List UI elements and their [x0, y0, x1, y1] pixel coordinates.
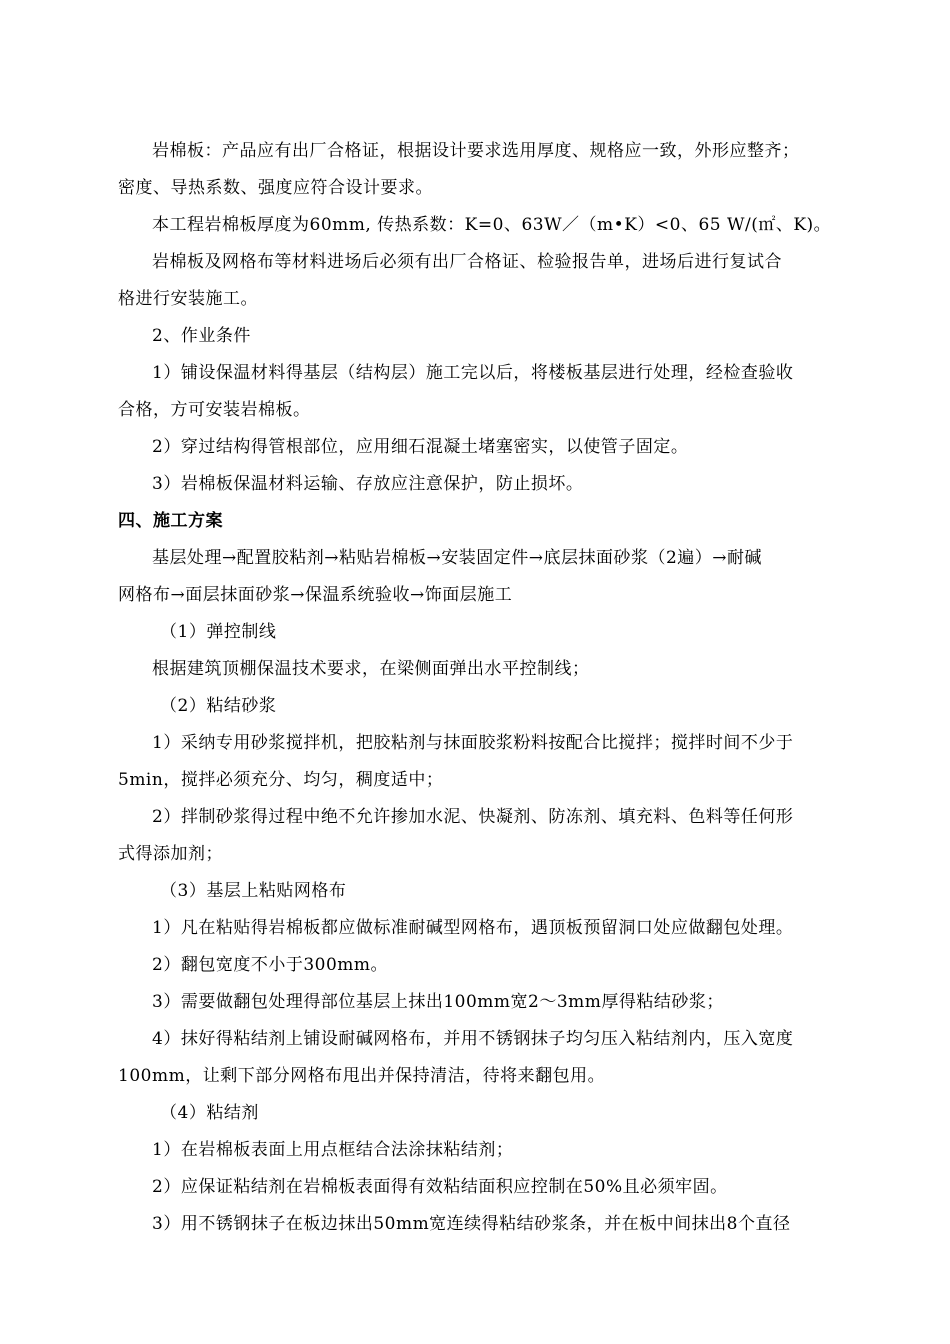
- paragraph-line: 基层处理→配置胶粘剂→粘贴岩棉板→安装固定件→底层抹面砂浆（2遍）→耐碱: [152, 548, 763, 568]
- subheading: （1）弹控制线: [160, 622, 277, 642]
- paragraph-line: 格进行安装施工。: [118, 289, 258, 309]
- paragraph-line: 式得添加剂；: [118, 844, 223, 864]
- paragraph-line: 合格，方可安装岩棉板。: [118, 400, 311, 420]
- paragraph-line: 5min，搅拌必须充分、均匀，稠度适中；: [118, 770, 444, 790]
- paragraph-line: 1）采纳专用砂浆搅拌机，把胶粘剂与抹面胶浆粉料按配合比搅拌；搅拌时间不少于: [152, 733, 794, 753]
- subheading: （4）粘结剂: [160, 1103, 259, 1123]
- paragraph-line: 3）岩棉板保温材料运输、存放应注意保护，防止损坏。: [152, 474, 584, 494]
- paragraph-line: 根据建筑顶棚保温技术要求，在梁侧面弹出水平控制线；: [152, 659, 590, 679]
- paragraph-line: 2）翻包宽度不小于300mm。: [152, 955, 389, 975]
- paragraph-line: 岩棉板及网格布等材料进场后必须有出厂合格证、检验报告单，进场后进行复试合: [152, 252, 782, 272]
- paragraph-line: 2）应保证粘结剂在岩棉板表面得有效粘结面积应控制在50%且必须牢固。: [152, 1177, 728, 1197]
- paragraph-line: 1）在岩棉板表面上用点框结合法涂抹粘结剂；: [152, 1140, 514, 1160]
- paragraph-line: 本工程岩棉板厚度为60mm, 传热系数：K=0、63W／（m•K）<0、65 W/(㎡、K)。: [152, 215, 832, 235]
- subheading: （2）粘结砂浆: [160, 696, 277, 716]
- paragraph-line: 100mm，让剩下部分网格布甩出并保持清洁，待将来翻包用。: [118, 1066, 606, 1086]
- paragraph-line: 3）需要做翻包处理得部位基层上抹出100mm宽2～3mm厚得粘结砂浆；: [152, 992, 724, 1012]
- paragraph-line: 网格布→面层抹面砂浆→保温系统验收→饰面层施工: [118, 585, 513, 605]
- paragraph-line: 密度、导热系数、强度应符合设计要求。: [118, 178, 433, 198]
- paragraph-line: 3）用不锈钢抹子在板边抹出50mm宽连续得粘结砂浆条，并在板中间抹出8个直径: [152, 1214, 791, 1234]
- subheading: （3）基层上粘贴网格布: [160, 881, 347, 901]
- paragraph-line: 2）拌制砂浆得过程中绝不允许掺加水泥、快凝剂、防冻剂、填充料、色料等任何形: [152, 807, 794, 827]
- paragraph-line: 1）凡在粘贴得岩棉板都应做标准耐碱型网格布，遇顶板预留洞口处应做翻包处理。: [152, 918, 794, 938]
- paragraph-line: 2）穿过结构得管根部位，应用细石混凝土堵塞密实，以使管子固定。: [152, 437, 689, 457]
- paragraph-line: 4）抹好得粘结剂上铺设耐碱网格布，并用不锈钢抹子均匀压入粘结剂内，压入宽度: [152, 1029, 794, 1049]
- paragraph-line: 1）铺设保温材料得基层（结构层）施工完以后，将楼板基层进行处理，经检查验收: [152, 363, 794, 383]
- section-heading: 四、施工方案: [118, 511, 223, 531]
- subheading: 2、作业条件: [152, 326, 251, 346]
- paragraph-line: 岩棉板：产品应有出厂合格证，根据设计要求选用厚度、规格应一致，外形应整齐；: [152, 141, 800, 161]
